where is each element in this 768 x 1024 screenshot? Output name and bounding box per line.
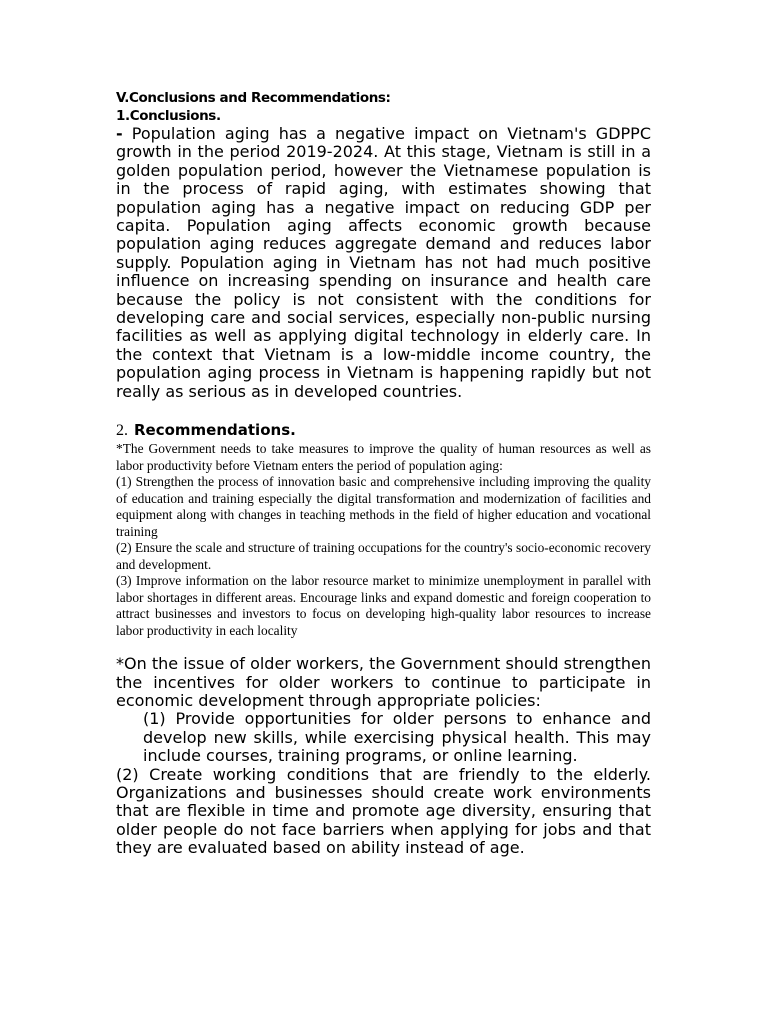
conclusions-text: Population aging has a negative impact on Vietnam's GDPPC growth in the period 2019-2024. At this stage, Vietnam is still in a golden population period, however the Vietnamese population is in the process of rapid aging, with estimates showing that population aging has a negative impact on reducing GDP per capita. Population aging affects economic growth because population aging reduces aggregate demand and reduces labor supply. Population aging in Vietnam has not had much positive influence on increasing spending on insurance and health care because the policy is not consistent with the conditions for developing care and social services, especially non-public nursing facilities as well as applying digital technology in elderly care. In the context that Vietnam is a low-middle income country, the population aging process in Vietnam is happening rapidly but not really as serious as in developed countries. [116,124,651,401]
conclusions-heading: 1.Conclusions. [116,108,221,124]
conclusions-paragraph [116,125,651,401]
recommendations-title: Recommendations. [134,421,296,440]
section-heading: V.Conclusions and Recommendations: [116,90,391,106]
older-workers-intro: *On the issue of older workers, the Government should strengthen the incentives for older workers to continue to participate in economic development through appropriate policies: [116,654,651,710]
older-workers-item-2: (2) Create working conditions that are friendly to the elderly. Organizations and businesses should create work environments that are flexible in time and promote age diversity, ensuring that older people do not face barriers when applying for jobs and that they are evaluated based on ability instead of age. [116,764,651,858]
government-intro: *The Government needs to take measures to improve the quality of human resources as well as labor productivity before Vietnam enters the period of population aging: [116,441,651,473]
recommendations-number: 2. [116,422,128,440]
recommendation-item-3: (3) Improve information on the labor resource market to minimize unemployment in parallel with labor shortages in different areas. Encourage links and expand domestic and foreign cooperation to attract businesses and investors to focus on developing high-quality labor resources to increase labor productivity in each locality [116,573,651,638]
document-page [116,89,651,858]
older-workers-item-1: (1) Provide opportunities for older persons to enhance and develop new skills, while exercising physical health. This may include courses, training programs, or online learning. [143,709,651,766]
bullet-dash: - [116,124,123,143]
recommendation-item-2: (2) Ensure the scale and structure of training occupations for the country's socio-economic recovery and development. [116,540,651,572]
recommendation-item-1: (1) Strengthen the process of innovation basic and comprehensive including improving the quality of education and training especially the digital transformation and modernization of facilities and equipment along with changes in teaching methods in the field of higher education and vocational training [116,474,651,539]
recommendations-heading [116,419,651,441]
